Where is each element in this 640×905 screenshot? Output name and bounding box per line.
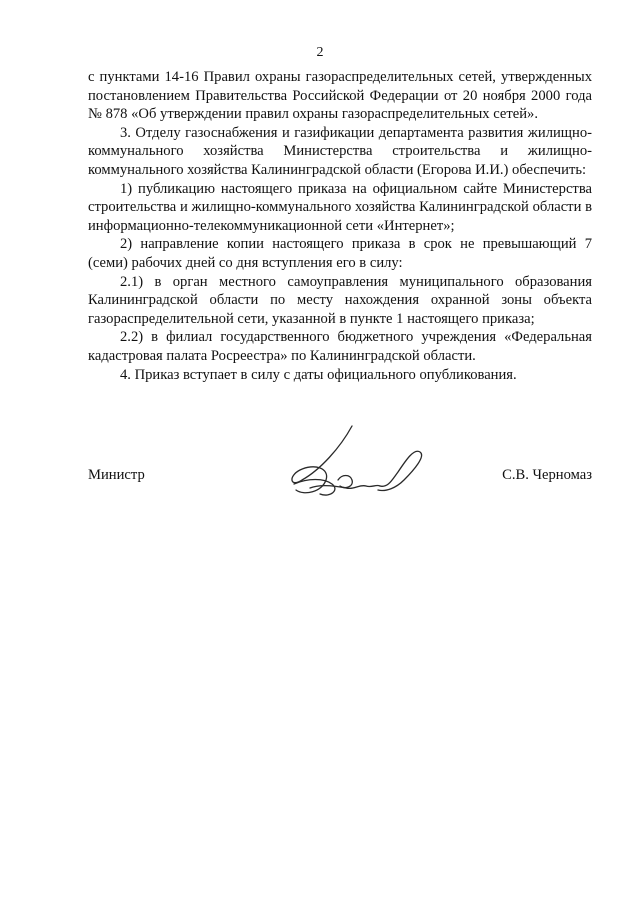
document-body — [88, 68, 592, 384]
signatory-name: С.В. Черномаз — [502, 467, 592, 483]
paragraph-continuation: с пунктами 14-16 Правил охраны газораспределительных сетей, утвержденных постановлением Правительства Российской Федерации от 20 ноября 2000 года № 878 «Об утверждении правил охраны газораспределительных сетей». — [88, 69, 592, 123]
paragraph-item-3-2-2: 2.2) в филиал государственного бюджетного учреждения «Федеральная кадастровая палата Росреестра» по Калининградской области. — [88, 329, 592, 364]
signatory-title: Министр — [88, 467, 145, 483]
paragraph-item-3: 3. Отделу газоснабжения и газификации департамента развития жилищно-коммунального хозяйства Министерства строительства и жилищно-коммунального хозяйства Калининградской области (Егорова И.И.) обеспечить: — [88, 124, 592, 178]
signature-block — [88, 466, 592, 488]
paragraph-item-3-2-1: 2.1) в орган местного самоуправления муниципального образования Калининградской области по месту нахождения охранной зоны объекта газораспределительной сети, указанной в пункте 1 настоящего приказа; — [88, 273, 592, 327]
paragraph-item-3-1: 1) публикацию настоящего приказа на официальном сайте Министерства строительства и жилищно-коммунального хозяйства Калининградской области в информационно-телекоммуникационной сети «Интернет»; — [88, 180, 592, 234]
paragraph-item-3-2: 2) направление копии настоящего приказа в срок не превышающий 7 (семи) рабочих дней со дня вступления его в силу: — [88, 236, 592, 271]
paragraph-item-4: 4. Приказ вступает в силу с даты официального опубликования. — [120, 366, 517, 383]
page-number: 2 — [316, 45, 324, 60]
